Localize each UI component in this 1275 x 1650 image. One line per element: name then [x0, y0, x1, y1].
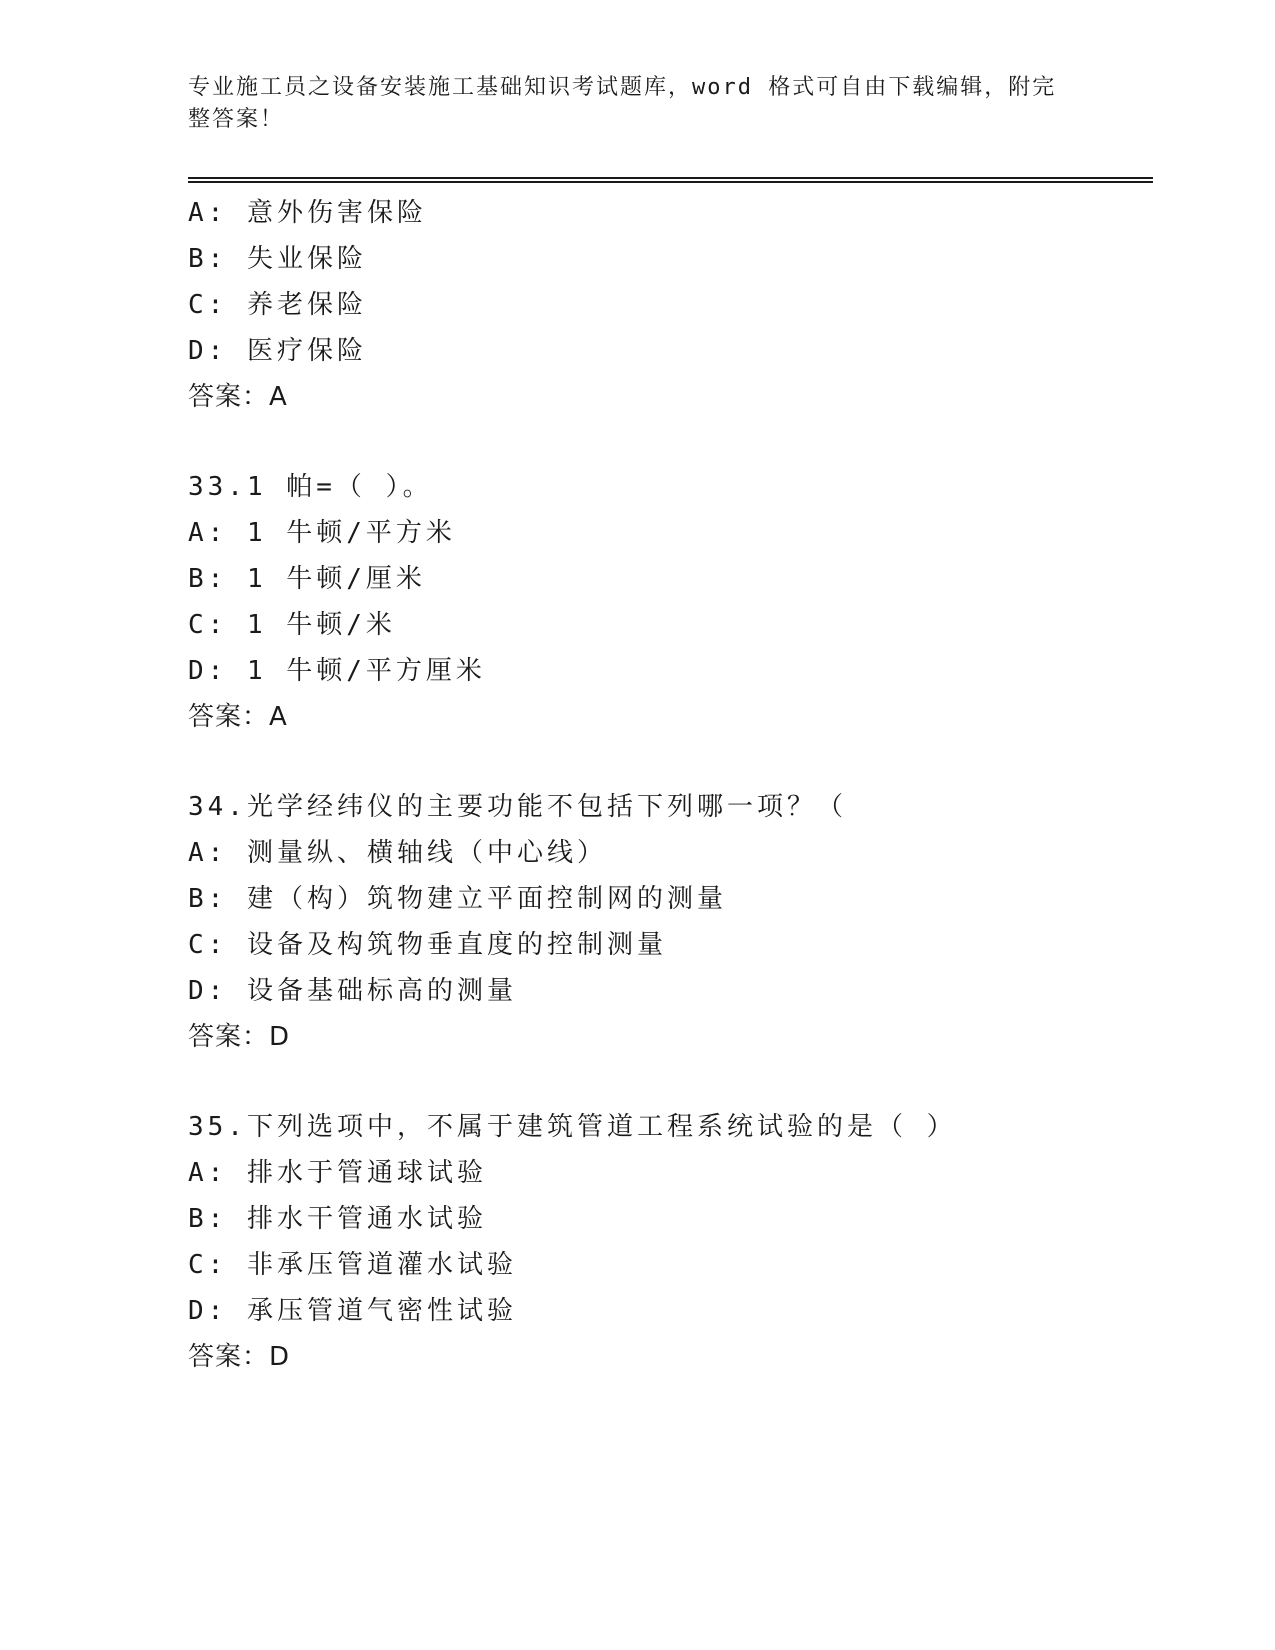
option-c: C: 养老保险: [188, 290, 367, 320]
option-a: A: 排水于管通球试验: [188, 1158, 487, 1188]
answer-line: 答案：D: [188, 1022, 291, 1052]
option-a: A: 1 牛顿/平方米: [188, 518, 456, 548]
option-d: D: 1 牛顿/平方厘米: [188, 656, 486, 686]
option-c: C: 非承压管道灌水试验: [188, 1250, 517, 1280]
option-a: A: 意外伤害保险: [188, 198, 427, 228]
spacer: [188, 740, 1148, 784]
option-b: B: 建（构）筑物建立平面控制网的测量: [188, 884, 727, 914]
header-divider: [188, 177, 1153, 179]
option-b: B: 1 牛顿/厘米: [188, 564, 426, 594]
header-divider-double: [188, 181, 1153, 183]
option-a: A: 测量纵、横轴线（中心线）: [188, 838, 607, 868]
spacer: [188, 1060, 1148, 1104]
option-c: C: 设备及构筑物垂直度的控制测量: [188, 930, 667, 960]
question-text: 35.下列选项中，不属于建筑管道工程系统试验的是（ ）: [188, 1112, 957, 1142]
spacer: [188, 420, 1148, 464]
option-b: B: 失业保险: [188, 244, 367, 274]
option-b: B: 排水干管通水试验: [188, 1204, 487, 1234]
document-header: 专业施工员之设备安装施工基础知识考试题库，word 格式可自由下载编辑，附完整答案！: [188, 75, 1057, 132]
option-d: D: 设备基础标高的测量: [188, 976, 517, 1006]
option-d: D: 医疗保险: [188, 336, 367, 366]
question-block-35: [188, 1104, 1148, 1380]
question-block-32: [188, 190, 1148, 420]
question-list: [188, 190, 1148, 1380]
question-text: 33.1 帕=（ ）。: [188, 472, 433, 502]
answer-line: 答案：A: [188, 382, 288, 412]
question-block-33: [188, 464, 1148, 740]
option-c: C: 1 牛顿/米: [188, 610, 396, 640]
answer-line: 答案：D: [188, 1342, 291, 1372]
question-block-34: [188, 784, 1148, 1060]
question-text: 34.光学经纬仪的主要功能不包括下列哪一项？（: [188, 792, 847, 822]
answer-line: 答案：A: [188, 702, 288, 732]
option-d: D: 承压管道气密性试验: [188, 1296, 517, 1326]
